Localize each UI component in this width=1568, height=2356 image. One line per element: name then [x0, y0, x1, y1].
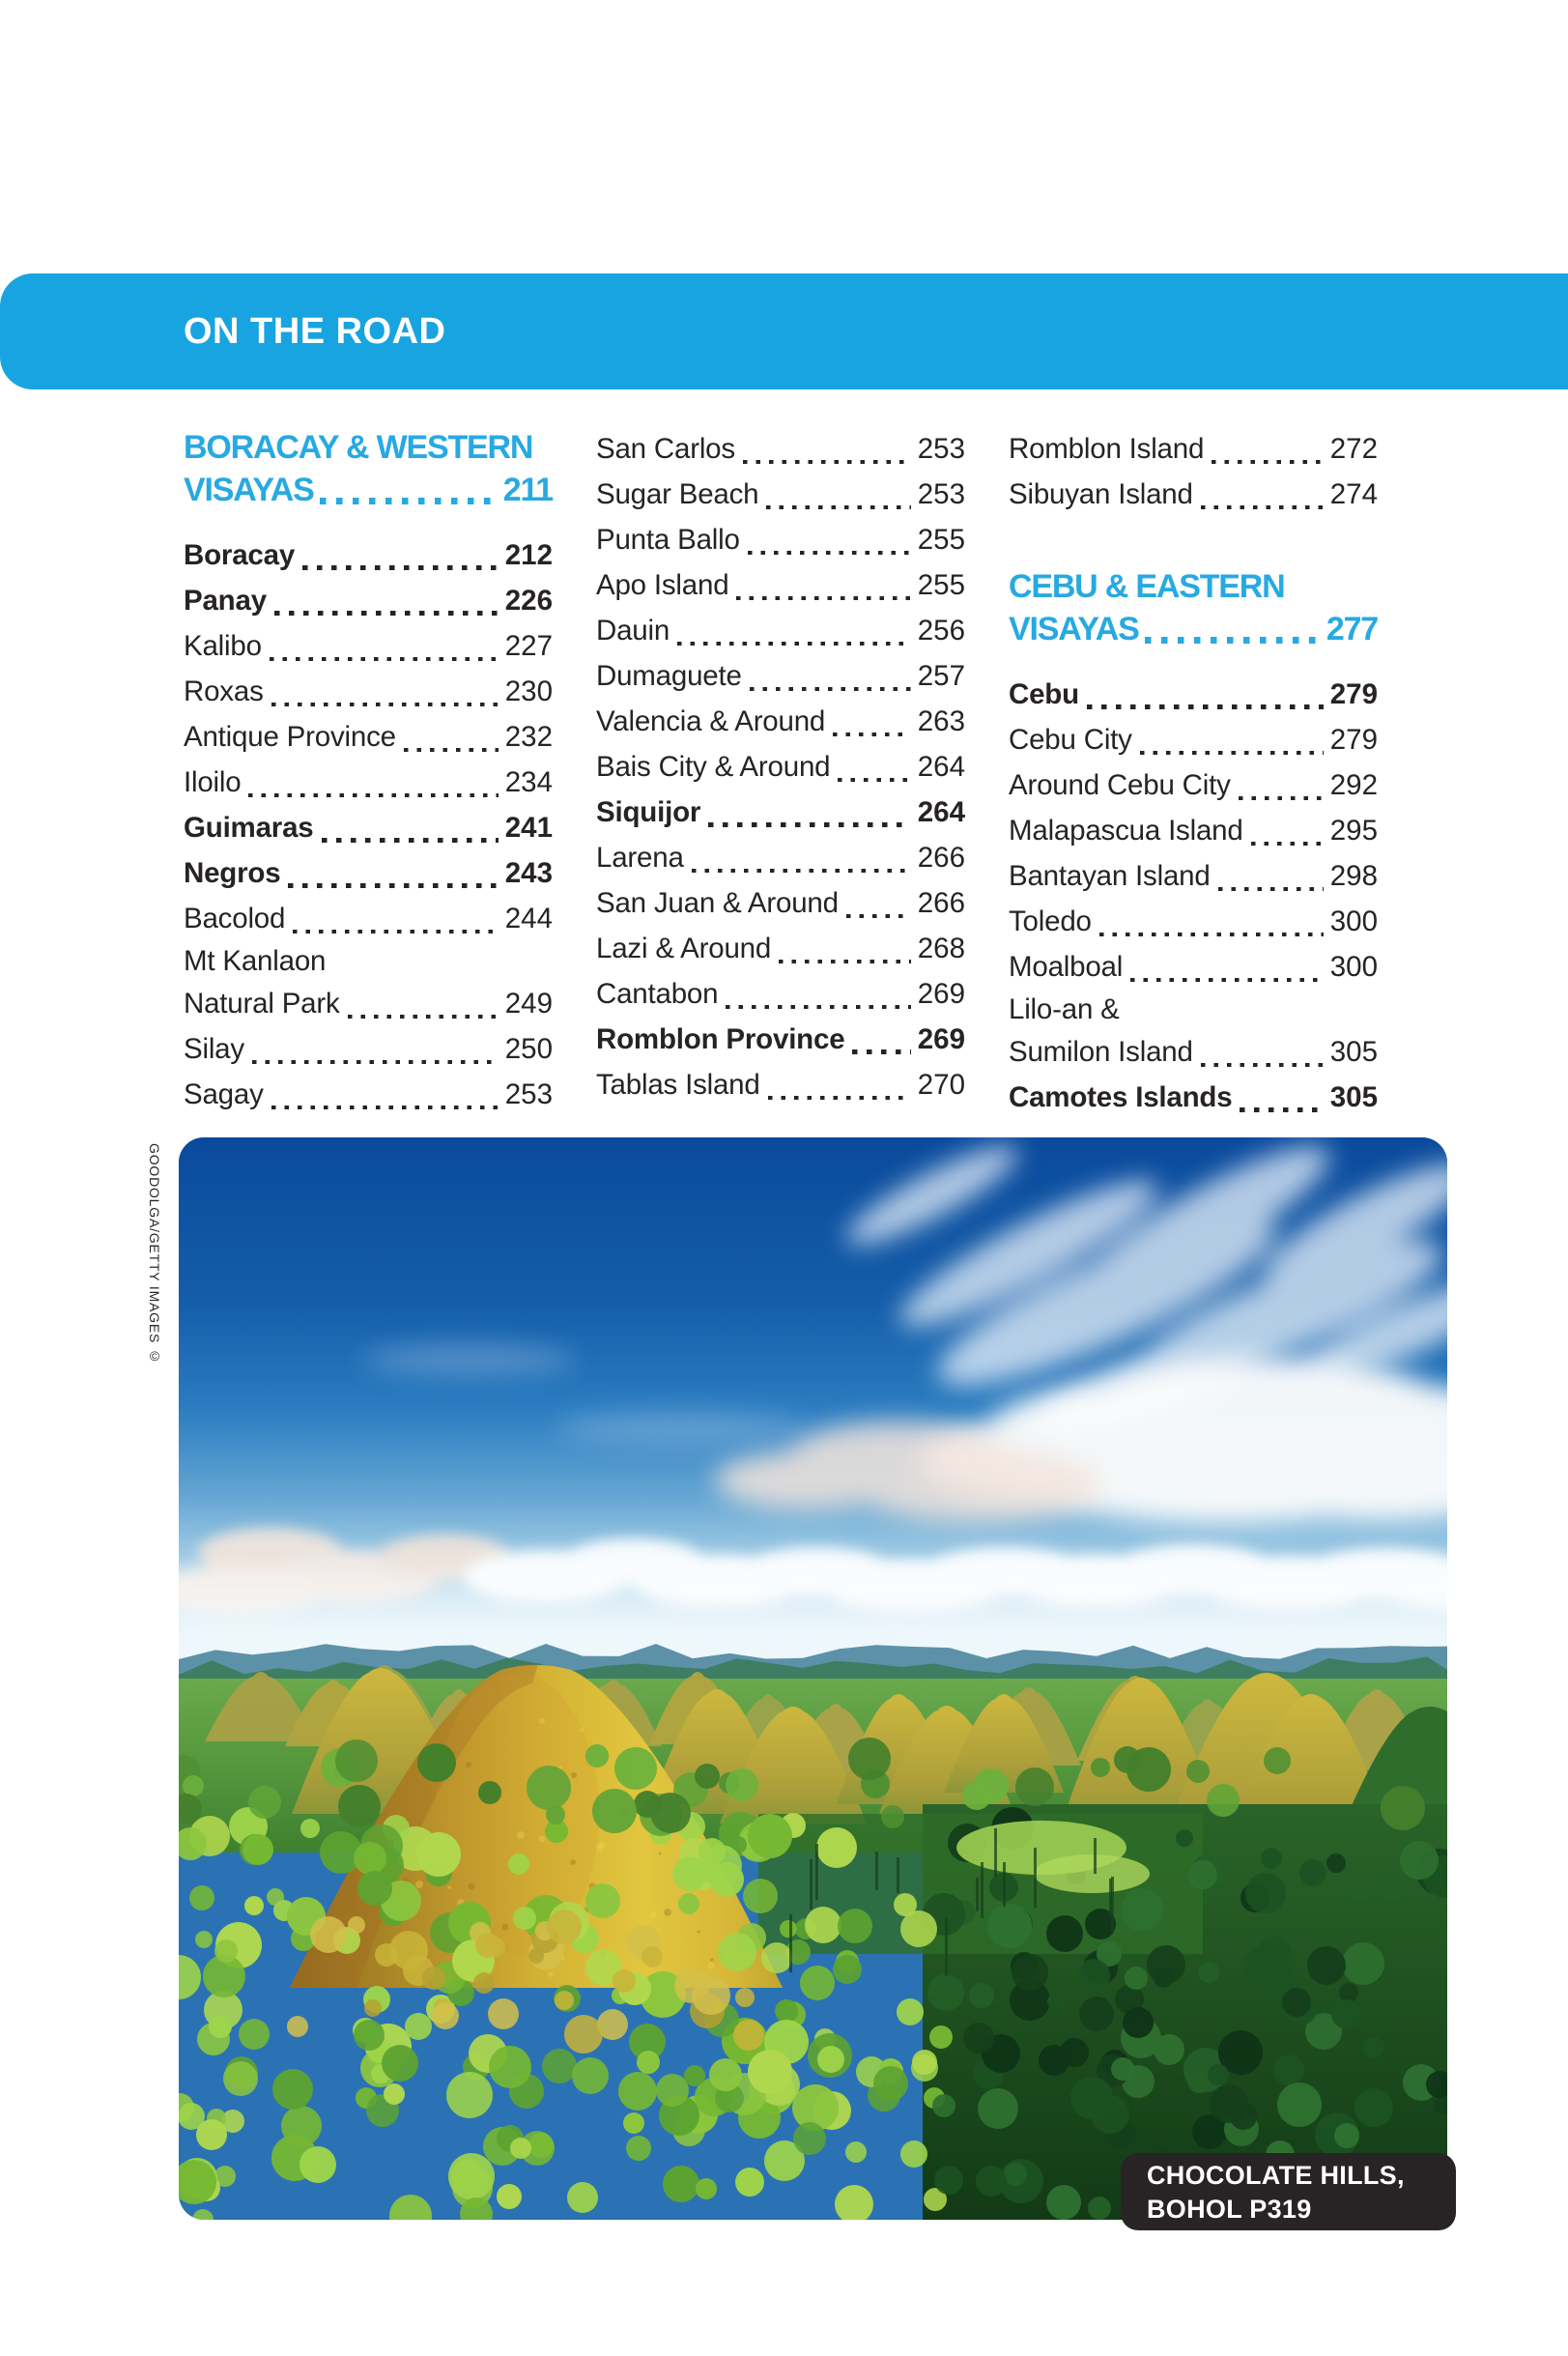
- toc-entry-label: Romblon Province: [596, 1023, 845, 1055]
- toc-entry-label: Cebu City: [1009, 724, 1132, 756]
- dot-leader: [1239, 796, 1324, 801]
- toc-entry: [1009, 1029, 1378, 1075]
- toc-entry-label: San Juan & Around: [596, 887, 839, 919]
- toc-entry: [1009, 1075, 1378, 1120]
- toc-entry: [184, 714, 553, 760]
- dot-leader: [274, 611, 499, 617]
- toc-entry-label: Kalibo: [184, 630, 262, 662]
- toc-entry: [596, 971, 965, 1017]
- toc-entry: [1009, 717, 1378, 762]
- dot-leader: [779, 960, 911, 964]
- dot-leader: [248, 793, 498, 798]
- toc-entry-page: 253: [917, 478, 965, 510]
- toc-entry-label: Lilo-an &: [1009, 993, 1120, 1025]
- dot-leader: [692, 869, 911, 874]
- toc-entry: [1009, 472, 1378, 517]
- toc-entry: [184, 1072, 553, 1117]
- toc-entry: [184, 532, 553, 578]
- toc-entry: [1009, 426, 1378, 472]
- toc-entry-page: 253: [917, 433, 965, 465]
- toc-entry-label: Valencia & Around: [596, 705, 826, 737]
- toc-entry-page: 292: [1329, 769, 1378, 801]
- dot-leader: [768, 1096, 911, 1101]
- photo-illustration: [179, 1137, 1447, 2220]
- toc-entry-page: 295: [1329, 815, 1378, 847]
- toc-entry: [596, 699, 965, 744]
- dot-leader: [293, 930, 499, 934]
- toc-entry: [596, 562, 965, 608]
- toc-entry-page: 269: [917, 978, 965, 1010]
- dot-leader: [1201, 1063, 1324, 1068]
- toc-entry-page: 268: [917, 933, 965, 964]
- toc-entry: [596, 880, 965, 926]
- toc-entry: [184, 623, 553, 669]
- toc-entry: [184, 850, 553, 896]
- toc-entry-page: 266: [917, 887, 965, 919]
- toc-entry: [1009, 990, 1378, 1029]
- toc-entry-label: Sagay: [184, 1078, 264, 1110]
- toc-entry-label: Bais City & Around: [596, 751, 831, 783]
- dot-leader: [1201, 505, 1324, 510]
- toc-column-1: [184, 426, 553, 1120]
- dot-leader: [288, 883, 498, 889]
- toc-entry-label: Sumilon Island: [1009, 1036, 1193, 1068]
- toc-entry-page: 272: [1329, 433, 1378, 465]
- toc-entry-page: 269: [917, 1023, 965, 1055]
- toc-entry-label: Antique Province: [184, 721, 396, 753]
- toc-entry: [184, 896, 553, 941]
- toc-entry-label: Panay: [184, 585, 267, 617]
- toc-entry-label: Siquijor: [596, 796, 701, 828]
- dot-leader: [1240, 1107, 1323, 1113]
- toc-entry-label: Sibuyan Island: [1009, 478, 1193, 510]
- toc-entry-page: 243: [504, 857, 553, 889]
- dot-leader: [708, 822, 911, 828]
- toc-entry: [596, 790, 965, 835]
- toc-section-row: [184, 469, 553, 511]
- toc-entry-label: Around Cebu City: [1009, 769, 1231, 801]
- dot-leader: [1251, 842, 1324, 847]
- toc-section-page: 211: [502, 472, 553, 508]
- clearing-small: [1034, 1854, 1150, 1893]
- toc-entry-page: 274: [1329, 478, 1378, 510]
- toc-entry: [596, 744, 965, 790]
- toc-entry: [184, 669, 553, 714]
- dot-leader: [743, 460, 911, 465]
- toc-entry-page: 257: [917, 660, 965, 692]
- toc-section-title-line1: BORACAY & WESTERN: [184, 429, 533, 466]
- toc-entry: [1009, 762, 1378, 808]
- toc-entry-label: Toledo: [1009, 905, 1092, 937]
- toc-entry-page: 212: [504, 539, 553, 571]
- caption-line1: CHOCOLATE HILLS,: [1147, 2161, 1405, 2190]
- photo-caption: [1121, 2153, 1456, 2230]
- dot-leader: [833, 733, 911, 737]
- toc-section-title-line2: VISAYAS: [1009, 611, 1139, 647]
- toc-entry: [184, 941, 553, 981]
- toc-entry: [596, 517, 965, 562]
- dot-leader: [1140, 751, 1324, 756]
- toc-entry: [1009, 899, 1378, 944]
- toc-entry-page: 264: [917, 796, 965, 828]
- toc-entry-label: Romblon Island: [1009, 433, 1205, 465]
- toc-entry-label: Apo Island: [596, 569, 729, 601]
- toc-entry: [1009, 672, 1378, 717]
- toc-entry: [596, 926, 965, 971]
- dot-leader: [271, 1106, 499, 1110]
- dot-leader: [838, 778, 910, 783]
- dot-leader: [1130, 978, 1324, 983]
- toc-entry-page: 256: [917, 615, 965, 646]
- toc-entry: [1009, 853, 1378, 899]
- dot-leader: [1087, 704, 1324, 710]
- toc-entry-label: Boracay: [184, 539, 296, 571]
- toc-entry-page: 300: [1329, 951, 1378, 983]
- toc-entry: [184, 760, 553, 805]
- toc-entry-page: 244: [504, 903, 553, 934]
- toc-entry: [596, 426, 965, 472]
- toc-entry-label: Negros: [184, 857, 281, 889]
- toc-entry: [1009, 808, 1378, 853]
- toc-entry-page: 253: [504, 1078, 553, 1110]
- dot-leader: [1099, 933, 1324, 937]
- toc-entry-page: 255: [917, 569, 965, 601]
- toc-section-title-line1: CEBU & EASTERN: [1009, 568, 1285, 605]
- dot-leader: [271, 703, 499, 707]
- toc-entry-page: 232: [504, 721, 553, 753]
- toc-entry-label: Roxas: [184, 675, 264, 707]
- toc-section-row: [1009, 608, 1378, 650]
- toc-entry-page: 279: [1329, 678, 1378, 710]
- toc-entry-page: 226: [504, 585, 553, 617]
- toc-section: [1009, 565, 1378, 650]
- toc-entry-page: 305: [1329, 1036, 1378, 1068]
- toc-entry: [184, 578, 553, 623]
- dot-leader: [852, 1049, 910, 1055]
- toc-entry-page: 270: [917, 1069, 965, 1101]
- toc-entry-label: Iloilo: [184, 766, 242, 798]
- toc-entry: [596, 1017, 965, 1062]
- toc-entry-label: San Carlos: [596, 433, 735, 465]
- toc-entry: [596, 1062, 965, 1107]
- photo-credit: GOODOLGA/GETTY IMAGES ©: [147, 1143, 162, 1365]
- dot-leader: [1145, 637, 1321, 644]
- toc-entry-page: 241: [504, 812, 553, 844]
- dot-leader: [1218, 887, 1324, 892]
- dot-leader: [736, 596, 910, 601]
- page-title: ON THE ROAD: [184, 310, 446, 352]
- toc-entry-page: 230: [504, 675, 553, 707]
- toc-entry-page: 279: [1329, 724, 1378, 756]
- toc-entry-label: Bacolod: [184, 903, 286, 934]
- toc-column-2: [596, 426, 965, 1120]
- toc-entry-label: Lazi & Around: [596, 933, 772, 964]
- dot-leader: [748, 551, 911, 556]
- toc-entry-label: Dauin: [596, 615, 670, 646]
- toc-entry-page: 298: [1329, 860, 1378, 892]
- toc-section-page: 277: [1326, 611, 1378, 647]
- toc-entry-label: Guimaras: [184, 812, 314, 844]
- dot-leader: [677, 642, 911, 646]
- dot-leader: [846, 914, 911, 919]
- toc-entry-label: Silay: [184, 1033, 244, 1065]
- toc-entry-label: Sugar Beach: [596, 478, 759, 510]
- toc-entry-page: 300: [1329, 905, 1378, 937]
- toc-entry-label: Cebu: [1009, 678, 1079, 710]
- toc-entry-label: Tablas Island: [596, 1069, 760, 1101]
- dot-leader: [252, 1060, 499, 1065]
- toc-entry-label: Punta Ballo: [596, 524, 740, 556]
- toc-entry: [596, 472, 965, 517]
- toc-entry: [596, 608, 965, 653]
- dot-leader: [270, 657, 499, 662]
- toc-entry: [596, 835, 965, 880]
- dot-leader: [320, 498, 498, 504]
- toc-entry-label: Natural Park: [184, 988, 340, 1020]
- toc-entry-label: Cantabon: [596, 978, 719, 1010]
- toc-entry-page: 264: [917, 751, 965, 783]
- toc-entry-page: 305: [1329, 1081, 1378, 1113]
- toc-entry: [596, 653, 965, 699]
- toc-entry-label: Dumaguete: [596, 660, 742, 692]
- dot-leader: [750, 687, 911, 692]
- toc-entry-page: 266: [917, 842, 965, 874]
- dot-leader: [726, 1005, 910, 1010]
- toc-entry-page: 263: [917, 705, 965, 737]
- toc-entry: [184, 1026, 553, 1072]
- dot-leader: [766, 505, 910, 510]
- toc-entry: [1009, 944, 1378, 990]
- dot-leader: [348, 1015, 499, 1020]
- toc-section: [184, 426, 553, 511]
- dot-leader: [322, 838, 499, 844]
- dot-leader: [302, 565, 499, 571]
- toc-entry-page: 234: [504, 766, 553, 798]
- toc-entry-page: 249: [504, 988, 553, 1020]
- toc-entry: [184, 805, 553, 850]
- caption-line2: BOHOL P319: [1147, 2195, 1312, 2224]
- toc-section-title-line2: VISAYAS: [184, 472, 314, 508]
- toc-entry: [184, 981, 553, 1026]
- toc-column-3: [1009, 426, 1378, 1120]
- chocolate-hills-photo: [179, 1137, 1447, 2220]
- toc-entry-page: 250: [504, 1033, 553, 1065]
- on-the-road-banner: [0, 273, 1568, 389]
- table-of-contents: [184, 426, 1378, 1120]
- dot-leader: [1212, 460, 1324, 465]
- toc-entry-label: Moalboal: [1009, 951, 1124, 983]
- dot-leader: [404, 748, 499, 753]
- toc-entry-label: Camotes Islands: [1009, 1081, 1233, 1113]
- toc-entry-page: 227: [504, 630, 553, 662]
- toc-entry-page: 255: [917, 524, 965, 556]
- toc-entry-label: Malapascua Island: [1009, 815, 1243, 847]
- toc-entry-label: Larena: [596, 842, 684, 874]
- toc-entry-label: Mt Kanlaon: [184, 945, 327, 977]
- toc-entry-label: Bantayan Island: [1009, 860, 1211, 892]
